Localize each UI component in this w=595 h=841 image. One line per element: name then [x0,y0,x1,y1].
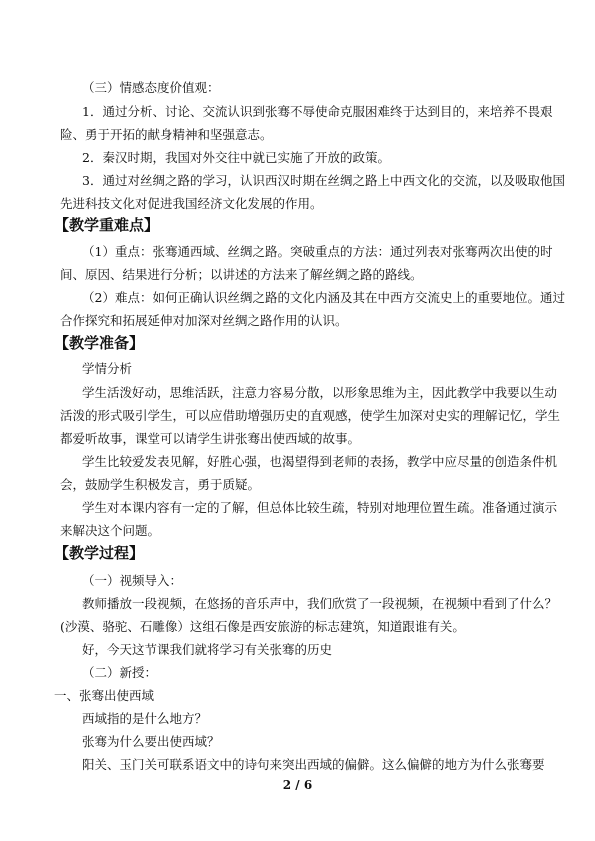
process-paragraph-1-line-1: 教师播放一段视频，在悠扬的音乐声中，我们欣赏了一段视频，在视频中看到了什么？ [82,596,558,611]
attitude-subtitle: （三）情感态度价值观： [82,80,220,95]
preparation-paragraph-3-line-1: 学生对本课内容有一定的了解，但总体比较生疏，特别对地理位置生疏。准备通过演示 [82,500,558,515]
attitude-paragraph-3-line-1: 3．通过对丝绸之路的学习，认识西汉时期在丝绸之路上中西文化的交流，以及吸取他国 [82,173,565,188]
attitude-paragraph-1-line-2: 险、勇于开拓的献身精神和坚强意志。 [60,127,273,142]
process-paragraph-1-line-2: (沙漠、骆驼、石雕像）这组石像是西安旅游的标志建筑，知道跟谁有关。 [60,619,465,634]
process-part-1-title: 一、张骞出使西域 [54,688,155,703]
preparation-paragraph-1-line-1: 学生活泼好动，思维活跃，注意力容易分散，以形象思维为主，因此教学中我要以生动 [82,385,558,400]
process-paragraph-3: 阳关、玉门关可联系语文中的诗句来突出西域的偏僻。这么偏僻的地方为什么张骞要 [82,757,545,772]
preparation-paragraph-1-line-3: 都爱听故事，课堂可以请学生讲张骞出使西域的故事。 [60,431,361,446]
process-paragraph-2: 好，今天这节课我们就将学习有关张骞的历史 [82,642,333,657]
key-points-paragraph-1-line-1: （1）重点：张骞通西域、丝绸之路。突破重点的方法：通过列表对张骞两次出使的时 [82,244,553,259]
key-points-paragraph-1-line-2: 间、原因、结果进行分析；以讲述的方法来了解丝绸之路的路线。 [60,267,423,282]
process-video-intro-subtitle: （一）视频导入： [82,573,183,588]
preparation-subtitle: 学情分析 [82,361,133,376]
key-points-heading: 【教学重难点】 [54,216,160,234]
process-question-2: 张骞为什么要出使西域？ [82,734,220,749]
preparation-heading: 【教学准备】 [54,334,145,352]
attitude-paragraph-1-line-1: 1．通过分析、讨论、交流认识到张骞不辱使命克服困难终于达到目的，来培养不畏艰 [82,104,553,119]
process-heading: 【教学过程】 [54,544,145,562]
preparation-paragraph-2-line-1: 学生比较爱发表见解，好胜心强，也渴望得到老师的表扬，教学中应尽量的创造条件机 [82,454,558,469]
key-points-paragraph-2-line-2: 合作探究和拓展延伸对加深对丝绸之路作用的认识。 [60,313,348,328]
page-number: 2 / 6 [282,778,313,792]
process-new-lesson-subtitle: （二）新授： [82,665,158,680]
attitude-paragraph-2: 2．秦汉时期，我国对外交往中就已实施了开放的政策。 [82,150,390,165]
preparation-paragraph-3-line-2: 来解决这个问题。 [60,523,161,538]
key-points-paragraph-2-line-1: （2）难点：如何正确认识丝绸之路的文化内涵及其在中西方交流史上的重要地位。通过 [82,290,565,305]
process-question-1: 西域指的是什么地方？ [82,711,208,726]
preparation-paragraph-2-line-2: 会，鼓励学生积极发言，勇于质疑。 [60,477,261,492]
attitude-paragraph-3-line-2: 先进科技文化对促进我国经济文化发展的作用。 [60,196,323,211]
preparation-paragraph-1-line-2: 活泼的形式吸引学生，可以应借助增强历史的直观感，使学生加深对史实的理解记忆，学生 [60,408,561,423]
